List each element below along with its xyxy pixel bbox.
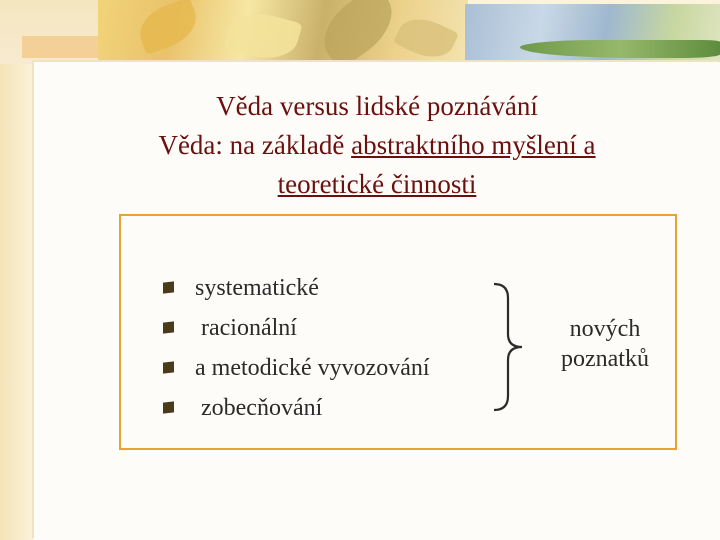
result-text	[545, 314, 665, 374]
banner-accent-bar	[22, 36, 100, 58]
right-brace-icon	[490, 282, 530, 412]
result-line-1: nových	[569, 316, 641, 342]
title-line-2-prefix: Věda: na základě	[158, 130, 352, 160]
square-bullet-icon	[163, 321, 174, 333]
slide-title	[34, 87, 720, 204]
leaf-shape	[311, 0, 405, 64]
list-item	[161, 348, 430, 388]
square-bullet-icon	[163, 281, 174, 293]
list-item-text: racionální	[195, 315, 297, 341]
title-line-3-underlined: teoretické činnosti	[277, 169, 477, 199]
leaf-shape	[393, 10, 459, 64]
title-line-1: Věda versus lidské poznávání	[216, 91, 538, 121]
list-item	[161, 308, 430, 348]
left-decorative-strip	[0, 0, 34, 540]
list-item-text: a metodické vyvozování	[195, 355, 430, 381]
list-item-text: zobecňování	[195, 395, 323, 421]
list-item	[161, 268, 430, 308]
title-line-2-underlined: abstraktního myšlení a	[351, 130, 596, 160]
leaf-shape	[133, 0, 203, 55]
square-bullet-icon	[163, 361, 174, 373]
square-bullet-icon	[163, 401, 174, 413]
title-line-3	[34, 165, 720, 204]
banner-segment-leaves	[98, 0, 468, 64]
decorative-banner	[0, 0, 720, 64]
bullet-list	[161, 268, 430, 428]
result-line-2: poznatků	[561, 346, 649, 372]
title-line-2	[34, 126, 720, 165]
leaf-shape	[223, 6, 302, 64]
list-item	[161, 388, 430, 428]
list-item-text: systematické	[195, 275, 319, 301]
